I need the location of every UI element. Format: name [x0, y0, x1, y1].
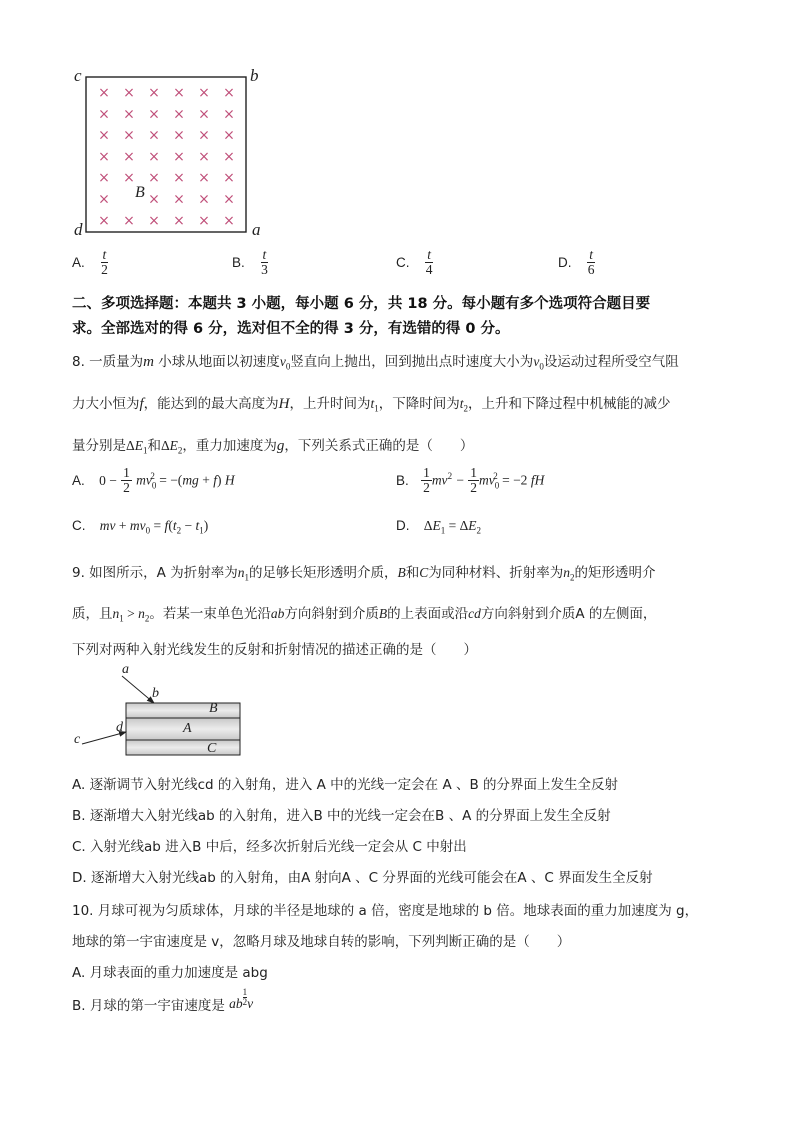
corner-a-label: a	[252, 220, 261, 239]
field-crosses	[98, 85, 235, 229]
field-cross-icon: ×	[148, 127, 160, 144]
q10-stem-line2: 地球的第一宇宙速度是 v，忽略月球及地球自转的影响，下列判断正确的是（ ）	[72, 934, 571, 950]
slab-figure-svg	[72, 664, 272, 764]
q9-option-d[interactable]: D. 逐渐增大入射光线ab 的入射角，由A 射向A 、C 分界面的光线可能会在A 、C 界面发生全反射	[72, 870, 653, 886]
q8-option-c[interactable]: C. mv + $mv_0 = f(t_2 - t_1)$	[72, 518, 209, 536]
q9-stem-line2: 质，且$n_1 > n_2$。若某一束单色光沿ab方向斜射到介质B的上表面或沿cd方向斜射到介质A 的左侧面，	[72, 606, 657, 624]
q7-option-d[interactable]: D. $\frac{t}{6}$	[558, 247, 595, 278]
q8-stem-line1: 8. 一质量为m 小球从地面以初速度$v_0$竖直向上抛出，回到抛出点时速度大小为$v_0$设运动过程所受空气阻	[72, 354, 679, 372]
q8-option-a[interactable]: A. 0 − $\frac{1}{2}$ $mv_0^2 = -(mg + f)$ H	[72, 465, 235, 496]
q9-option-c[interactable]: C. 入射光线ab 进入B 中后，经多次折射后光线一定会从 C 中射出	[72, 839, 467, 855]
field-cross-icon: ×	[98, 148, 110, 165]
q9-option-a[interactable]: A. 逐渐调节入射光线cd 的入射角，进入 A 中的光线一定会在 A 、B 的分界面上发生全反射	[72, 777, 619, 793]
field-cross-icon: ×	[123, 212, 135, 229]
field-figure	[72, 64, 272, 242]
field-cross-icon: ×	[173, 85, 185, 101]
field-cross-icon: ×	[198, 170, 210, 187]
ray-label-a: a	[122, 662, 129, 677]
field-cross-icon: ×	[198, 191, 210, 208]
q10-stem-line1: 10. 月球可视为匀质球体，月球的半径是地球的 a 倍，密度是地球的 b 倍。地球表面的重力加速度为 g，	[72, 903, 699, 919]
section2-heading-line2: 求。全部选对的得 6 分，选对但不全的得 3 分，有选错的得 0 分。	[72, 321, 510, 337]
field-cross-icon: ×	[98, 127, 110, 144]
field-cross-icon: ×	[148, 212, 160, 229]
field-cross-icon: ×	[223, 127, 235, 144]
field-cross-icon: ×	[123, 148, 135, 165]
q9-stem-line1: 9. 如图所示，A 为折射率为$n_1$的足够长矩形透明介质，B和C为同种材料、折射率为$n_2$的矩形透明介	[72, 565, 656, 583]
q9-option-b[interactable]: B. 逐渐增大入射光线ab 的入射角，进入B 中的光线一定会在B 、A 的分界面上发生全反射	[72, 808, 611, 824]
field-cross-icon: ×	[173, 127, 185, 144]
field-cross-icon: ×	[123, 85, 135, 101]
field-cross-icon: ×	[173, 106, 185, 123]
field-cross-icon: ×	[123, 127, 135, 144]
field-cross-icon: ×	[223, 148, 235, 165]
field-cross-icon: ×	[148, 191, 160, 208]
corner-c-label: c	[74, 66, 82, 85]
q8-option-b[interactable]: B. $\frac{1}{2}$ $mv^2$ − $\frac{1}{2}$ $mv_0^2 = -2$ fH	[396, 465, 545, 496]
q7-option-a-fraction: $\frac{t}{2}$	[101, 247, 108, 278]
field-cross-icon: ×	[223, 170, 235, 187]
field-cross-icon: ×	[223, 212, 235, 229]
field-cross-icon: ×	[173, 191, 185, 208]
q7-option-d-fraction: $\frac{t}{6}$	[587, 247, 595, 278]
field-cross-icon: ×	[223, 85, 235, 101]
field-cross-icon: ×	[148, 106, 160, 123]
field-cross-icon: ×	[148, 148, 160, 165]
ray-label-b: b	[152, 686, 159, 701]
q9-stem-line3: 下列对两种入射光线发生的反射和折射情况的描述正确的是（ ）	[72, 642, 477, 658]
field-cross-icon: ×	[98, 85, 110, 101]
q7-option-c-fraction: $\frac{t}{4}$	[425, 247, 433, 278]
q8-option-d[interactable]: D. $\Delta E_1 = \Delta E_2$	[396, 518, 482, 536]
field-figure-svg	[72, 64, 272, 242]
slab-label-c: C	[207, 741, 217, 756]
field-cross-icon: ×	[148, 170, 160, 187]
q10-option-a[interactable]: A. 月球表面的重力加速度是 abg	[72, 965, 268, 981]
field-cross-icon: ×	[198, 127, 210, 144]
q10-option-b[interactable]: B. 月球的第一宇宙速度是 ab $\frac{1}{2}$ v	[72, 987, 254, 1014]
field-cross-icon: ×	[123, 170, 135, 187]
slab-b	[126, 703, 240, 718]
field-cross-icon: ×	[123, 106, 135, 123]
field-cross-icon: ×	[223, 191, 235, 208]
q7-options	[72, 248, 712, 288]
section2-heading-line1: 二、多项选择题：本题共 3 小题，每小题 6 分，共 18 分。每小题有多个选项符合题目要	[72, 296, 651, 312]
ray-ab	[122, 676, 154, 703]
ray-label-c: c	[74, 732, 81, 747]
q7-option-b[interactable]: B. $\frac{t}{3}$	[232, 247, 268, 278]
q8-stem-line3: 量分别是$\Delta E_1$和$\Delta E_2$，重力加速度为g，下列关系式正确的是（ ）	[72, 438, 474, 456]
slab-label-b: B	[209, 701, 218, 716]
field-cross-icon: ×	[98, 191, 110, 208]
slab-label-a: A	[183, 721, 192, 736]
field-cross-icon: ×	[223, 106, 235, 123]
field-cross-icon: ×	[98, 170, 110, 187]
corner-b-label: b	[250, 66, 259, 85]
field-square	[86, 77, 246, 232]
q7-option-b-fraction: $\frac{t}{3}$	[261, 247, 268, 278]
field-cross-icon: ×	[148, 85, 160, 101]
field-cross-icon: ×	[98, 106, 110, 123]
corner-d-label: d	[74, 220, 83, 239]
field-cross-icon: ×	[198, 106, 210, 123]
field-cross-icon: ×	[173, 212, 185, 229]
q7-option-c[interactable]: C. $\frac{t}{4}$	[396, 247, 433, 278]
field-cross-icon: ×	[198, 85, 210, 101]
slab-c	[126, 740, 240, 755]
ray-label-d: d	[116, 720, 123, 735]
field-cross-icon: ×	[98, 212, 110, 229]
field-cross-icon: ×	[173, 170, 185, 187]
q7-option-a[interactable]: A. $\frac{t}{2}$	[72, 247, 108, 278]
q8-stem-line2: 力大小恒为f，能达到的最大高度为H，上升时间为$t_1$，下降时间为$t_2$，上升和下降过程中机械能的减少	[72, 396, 671, 414]
field-b-label: B	[135, 184, 145, 201]
field-cross-icon: ×	[198, 148, 210, 165]
field-cross-icon: ×	[198, 212, 210, 229]
field-cross-icon: ×	[173, 148, 185, 165]
q10-exponent: $\frac{1}{2}$	[242, 987, 248, 1007]
slab-figure	[72, 664, 272, 764]
